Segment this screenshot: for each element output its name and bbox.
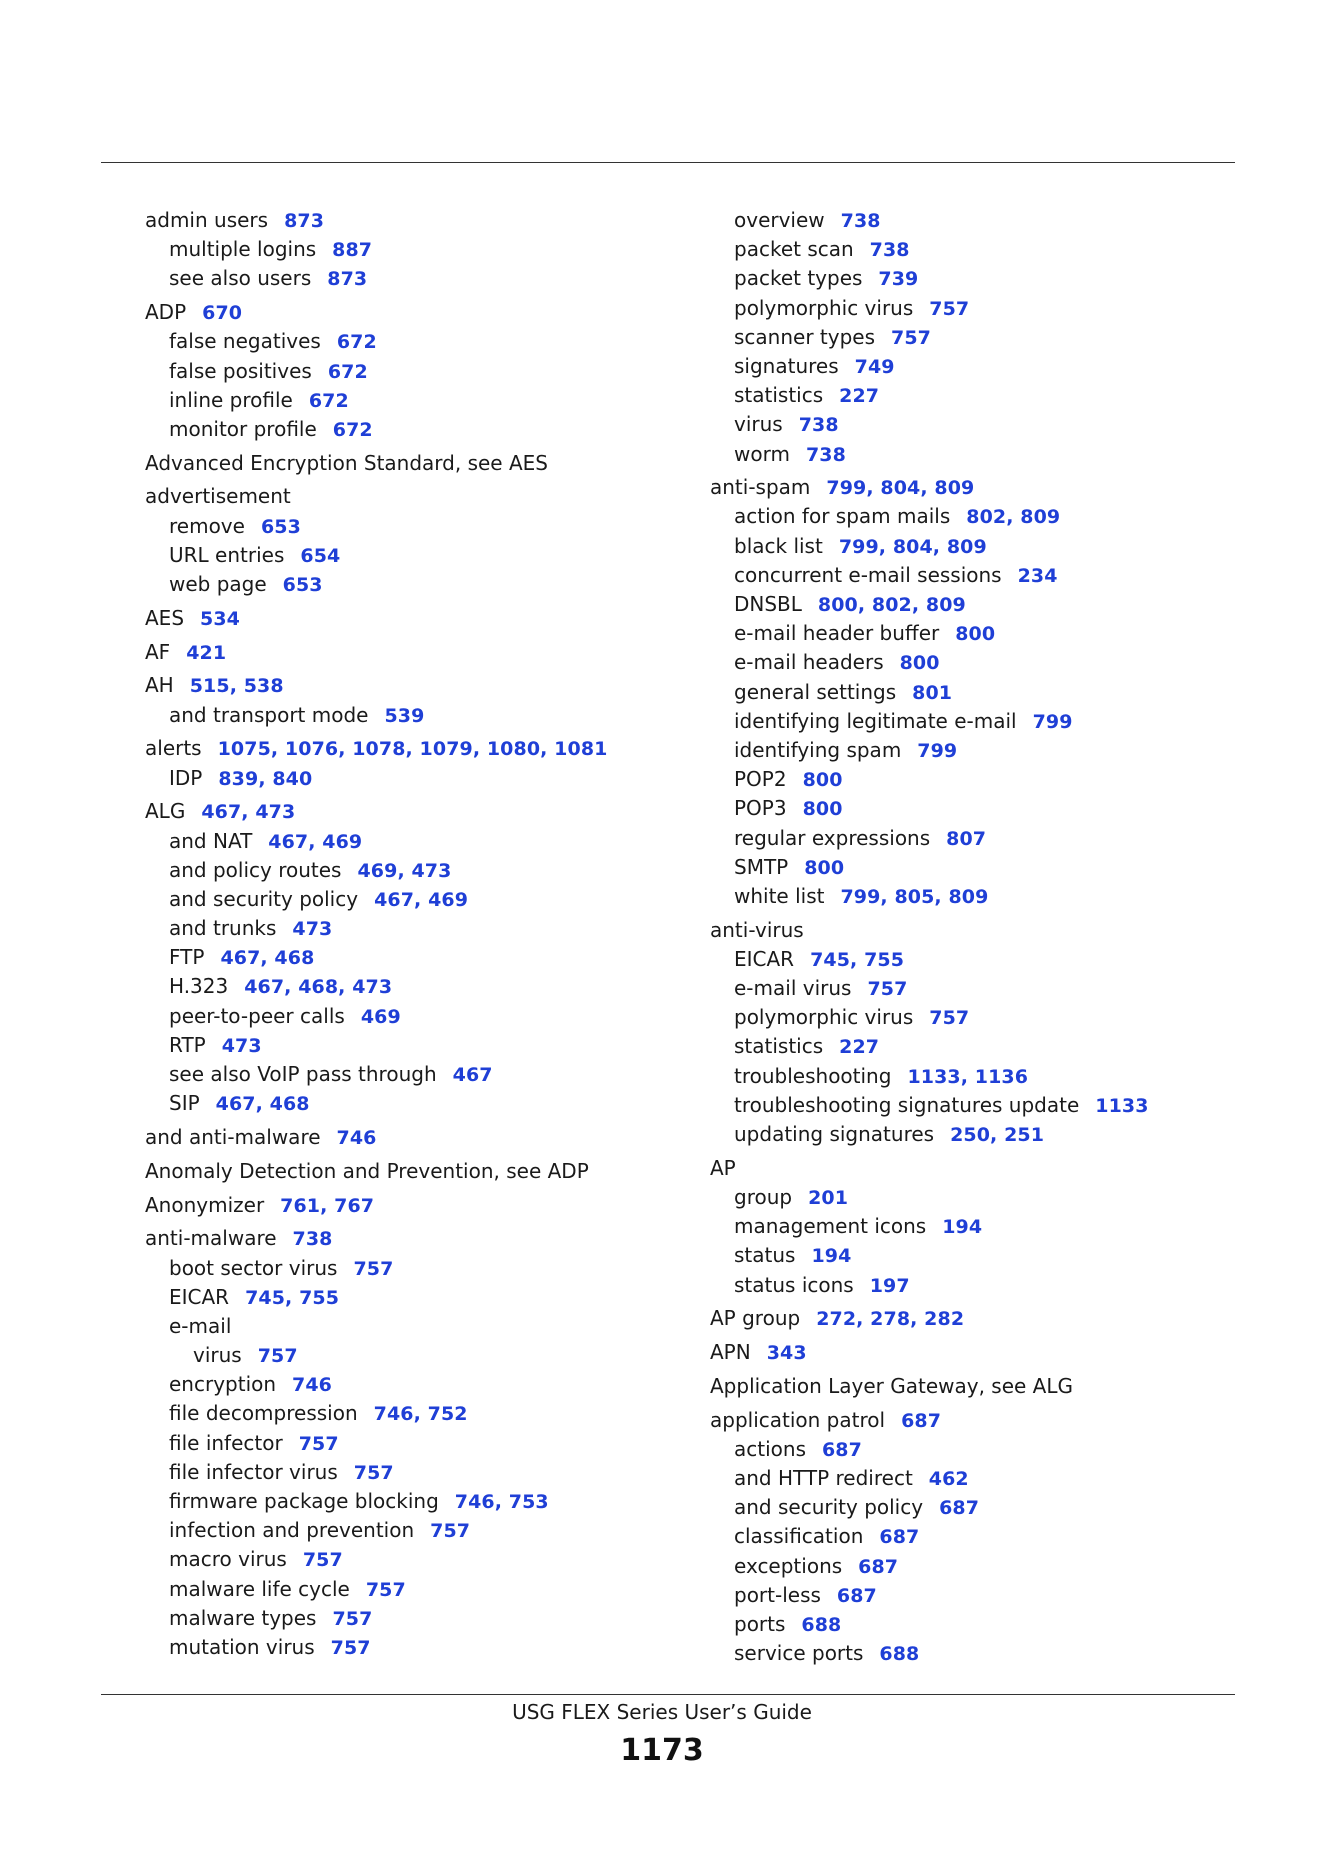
page-reference[interactable]: 738	[869, 239, 910, 262]
index-entry	[710, 1372, 1270, 1401]
page-reference[interactable]: 757	[257, 1345, 298, 1368]
index-term: Anonymizer	[145, 1192, 265, 1217]
index-term: general settings	[734, 679, 897, 704]
index-term: web page	[169, 572, 267, 597]
index-term: group	[734, 1184, 793, 1209]
index-term: advertisement	[145, 484, 291, 509]
index-term: port-less	[734, 1582, 821, 1607]
index-entry	[145, 482, 705, 511]
index-entry	[145, 206, 705, 235]
index-entry	[145, 1604, 705, 1633]
index-entry	[145, 638, 705, 667]
index-entry	[710, 882, 1270, 911]
index-term: EICAR	[169, 1284, 230, 1309]
index-entry	[145, 1123, 705, 1152]
index-term: Application Layer Gateway, see ALG	[710, 1373, 1073, 1398]
index-entry	[145, 1575, 705, 1604]
page-reference[interactable]: 250, 251	[950, 1124, 1045, 1146]
index-entry	[145, 764, 705, 793]
index-term: false positives	[169, 358, 312, 383]
index-term: IDP	[169, 765, 203, 790]
page-reference[interactable]: 757	[867, 978, 908, 1001]
page-reference[interactable]: 227	[839, 1036, 880, 1059]
page-reference[interactable]: 194	[811, 1245, 852, 1268]
index-term: APN	[710, 1340, 751, 1365]
page-reference[interactable]: 757	[365, 1578, 406, 1601]
index-entry	[145, 1002, 705, 1031]
index-entry	[710, 1120, 1270, 1149]
index-entry	[710, 1271, 1270, 1300]
index-entry	[145, 1191, 705, 1220]
index-term: e-mail headers	[734, 650, 884, 675]
index-entry	[145, 264, 705, 293]
page-reference[interactable]: 473	[292, 918, 333, 941]
index-entry	[710, 1464, 1270, 1493]
index-term: monitor profile	[169, 416, 317, 441]
index-entry	[710, 1552, 1270, 1581]
page-reference[interactable]: 749	[854, 355, 895, 378]
page-reference[interactable]: 467, 468	[220, 947, 315, 970]
page-reference[interactable]: 800, 802, 809	[817, 594, 966, 617]
index-entry	[145, 604, 705, 633]
index-entry	[145, 298, 705, 327]
page-reference[interactable]: 515, 538	[189, 675, 284, 698]
index-term: false negatives	[169, 329, 321, 354]
page-reference[interactable]: 746	[336, 1126, 377, 1149]
index-term: anti-spam	[710, 475, 811, 500]
footer-rule	[101, 1694, 1235, 1695]
page-reference[interactable]: 799, 804, 809	[838, 535, 987, 558]
index-entry	[145, 827, 705, 856]
index-entry	[710, 294, 1270, 323]
index-term: actions	[734, 1436, 806, 1461]
page-reference[interactable]: 1075, 1076, 1078, 1079, 1080, 1081	[217, 738, 608, 761]
index-term: status	[734, 1243, 796, 1268]
index-term: and anti-malware	[145, 1124, 321, 1149]
page-reference[interactable]: 799	[917, 739, 958, 762]
index-term: packet scan	[734, 237, 854, 262]
index-term: multiple logins	[169, 237, 317, 262]
index-term: statistics	[734, 1034, 824, 1059]
page-reference[interactable]: 687	[821, 1438, 862, 1461]
index-term: admin users	[145, 208, 269, 232]
index-term: anti-malware	[145, 1226, 277, 1251]
index-term: troubleshooting	[734, 1063, 892, 1088]
index-term: overview	[734, 208, 825, 232]
index-term: firmware package blocking	[169, 1489, 439, 1513]
index-term: e-mail virus	[734, 976, 852, 1001]
page-reference[interactable]: 799	[1032, 710, 1073, 733]
page-reference[interactable]: 757	[302, 1549, 343, 1572]
index-term: signatures	[734, 353, 839, 378]
page-reference[interactable]: 343	[766, 1342, 807, 1365]
page-reference[interactable]: 272, 278, 282	[816, 1308, 965, 1331]
page-reference[interactable]: 887	[332, 239, 373, 262]
page-reference[interactable]: 421	[186, 641, 227, 664]
index-entry	[145, 1633, 705, 1662]
index-term: status icons	[734, 1272, 854, 1297]
page-reference[interactable]: 688	[879, 1643, 920, 1666]
index-term: see also users	[169, 266, 312, 291]
index-term: management icons	[734, 1214, 927, 1239]
index-entry	[710, 381, 1270, 410]
index-entry	[710, 440, 1270, 469]
index-entry	[145, 1370, 705, 1399]
page-reference[interactable]: 687	[939, 1497, 980, 1520]
page-reference[interactable]: 800	[802, 769, 843, 792]
index-term: encryption	[169, 1372, 277, 1397]
index-term: regular expressions	[734, 825, 931, 850]
index-entry	[710, 1062, 1270, 1091]
index-entry	[710, 410, 1270, 439]
index-entry	[710, 1610, 1270, 1639]
page-reference[interactable]: 467, 469	[374, 888, 469, 911]
index-term: polymorphic virus	[734, 1005, 914, 1030]
page-reference[interactable]: 687	[879, 1526, 920, 1549]
index-term: AP	[710, 1155, 736, 1180]
index-entry	[145, 415, 705, 444]
page-reference[interactable]: 746, 753	[454, 1491, 549, 1513]
index-term: AH	[145, 673, 174, 698]
index-term: and NAT	[169, 828, 253, 853]
index-entry	[145, 1283, 705, 1312]
index-column-right	[710, 206, 1270, 1668]
page-reference[interactable]: 687	[901, 1409, 942, 1432]
index-term: virus	[193, 1343, 242, 1368]
index-term: identifying legitimate e-mail	[734, 708, 1017, 733]
index-term: SIP	[169, 1091, 200, 1116]
page-reference[interactable]: 802, 809	[966, 506, 1061, 529]
index-term: EICAR	[734, 946, 795, 971]
index-term: file infector	[169, 1430, 283, 1455]
page-reference[interactable]: 197	[869, 1274, 910, 1297]
index-term: AF	[145, 639, 171, 664]
index-term: malware life cycle	[169, 1576, 350, 1601]
page-reference[interactable]: 654	[300, 544, 341, 567]
index-entry	[710, 1581, 1270, 1610]
index-entry	[710, 1003, 1270, 1032]
index-term: anti-virus	[710, 917, 804, 942]
page-reference[interactable]: 745, 755	[245, 1286, 340, 1309]
index-term: concurrent e-mail sessions	[734, 562, 1002, 587]
page-reference[interactable]: 467, 469	[268, 830, 363, 853]
index-term: FTP	[169, 945, 205, 970]
index-term: e-mail	[169, 1313, 232, 1338]
index-term: ports	[734, 1611, 786, 1636]
page-reference[interactable]: 799, 804, 809	[826, 477, 975, 500]
index-entry	[710, 206, 1270, 235]
index-term: and policy routes	[169, 857, 342, 882]
index-term: worm	[734, 441, 790, 466]
page-reference[interactable]: 1133, 1136	[907, 1065, 1029, 1088]
page-reference[interactable]: 761, 767	[280, 1194, 375, 1217]
index-entry	[145, 1341, 705, 1370]
page-reference[interactable]: 738	[292, 1228, 333, 1251]
page-reference[interactable]: 467, 468, 473	[244, 976, 393, 999]
index-term: classification	[734, 1524, 864, 1549]
index-term: and security policy	[169, 886, 359, 911]
index-term: alerts	[145, 736, 202, 761]
index-entry	[710, 1304, 1270, 1333]
index-term: scanner types	[734, 324, 876, 349]
page-reference[interactable]: 800	[955, 623, 996, 646]
page-reference[interactable]: 757	[929, 1007, 970, 1030]
index-entry	[145, 1089, 705, 1118]
page-reference[interactable]: 757	[330, 1636, 371, 1659]
page-reference[interactable]: 473	[221, 1034, 262, 1057]
index-entry	[145, 541, 705, 570]
index-term: Anomaly Detection and Prevention, see ADP	[145, 1158, 589, 1183]
index-entry	[145, 1399, 705, 1428]
index-term: black list	[734, 533, 823, 558]
page-reference[interactable]: 800	[899, 652, 940, 675]
page-reference[interactable]: 757	[353, 1257, 394, 1280]
index-entry	[145, 1429, 705, 1458]
index-term: statistics	[734, 383, 824, 408]
page-reference[interactable]: 539	[384, 704, 425, 727]
page-reference[interactable]: 738	[840, 210, 881, 232]
page-reference[interactable]: 746, 752	[373, 1403, 468, 1426]
index-entry	[145, 1487, 705, 1516]
footer-title: USG FLEX Series User’s Guide	[512, 1700, 812, 1724]
index-term: POP2	[734, 767, 787, 792]
index-entry	[145, 1224, 705, 1253]
index-term: Advanced Encryption Standard, see AES	[145, 450, 548, 475]
index-entry	[145, 1157, 705, 1186]
page-reference[interactable]: 467	[452, 1064, 493, 1086]
page-reference[interactable]: 738	[805, 443, 846, 466]
index-term: AP group	[710, 1306, 801, 1331]
index-entry	[710, 853, 1270, 882]
index-term: infection and prevention	[169, 1518, 415, 1543]
page-reference[interactable]: 746	[292, 1374, 333, 1397]
index-entry	[145, 856, 705, 885]
index-entry	[145, 1254, 705, 1283]
page-reference[interactable]: 194	[942, 1216, 983, 1239]
index-term: DNSBL	[734, 592, 802, 617]
page-reference[interactable]: 467, 468	[215, 1093, 310, 1116]
page-reference[interactable]: 799, 805, 809	[840, 885, 989, 908]
page-reference[interactable]: 672	[327, 360, 368, 383]
index-entry	[145, 701, 705, 730]
index-entry	[145, 327, 705, 356]
index-entry	[145, 885, 705, 914]
index-entry	[710, 916, 1270, 945]
page-reference[interactable]: 687	[858, 1555, 899, 1578]
index-entry	[710, 945, 1270, 974]
index-term: identifying spam	[734, 737, 902, 762]
page-reference[interactable]: 739	[878, 268, 919, 291]
index-term: updating signatures	[734, 1122, 935, 1146]
index-entry	[145, 512, 705, 541]
page-reference[interactable]: 227	[839, 385, 880, 408]
page-number: 1173	[620, 1733, 704, 1768]
index-entry	[145, 671, 705, 700]
index-entry	[710, 1091, 1270, 1120]
index-term: file decompression	[169, 1401, 358, 1426]
index-term: action for spam mails	[734, 504, 951, 529]
page-reference[interactable]: 757	[430, 1520, 471, 1543]
page-reference[interactable]: 672	[336, 331, 377, 354]
index-entry	[710, 1212, 1270, 1241]
page-reference[interactable]: 757	[353, 1461, 394, 1484]
page-reference[interactable]: 757	[332, 1607, 373, 1630]
index-entry	[710, 1522, 1270, 1551]
index-entry	[710, 1183, 1270, 1212]
index-entry	[145, 235, 705, 264]
page-reference[interactable]: 873	[284, 210, 325, 232]
page-reference[interactable]: 807	[946, 827, 987, 850]
index-entry	[710, 1032, 1270, 1061]
page-reference[interactable]: 467, 473	[201, 801, 296, 824]
index-entry	[710, 974, 1270, 1003]
index-term: remove	[169, 513, 245, 538]
index-entry	[710, 561, 1270, 590]
index-column-left	[145, 206, 705, 1662]
index-entry	[145, 1031, 705, 1060]
page-reference[interactable]: 469, 473	[357, 859, 452, 882]
index-entry	[710, 1154, 1270, 1183]
index-entry	[145, 972, 705, 1001]
index-entry	[145, 1545, 705, 1574]
index-entry	[710, 235, 1270, 264]
index-entry	[710, 1493, 1270, 1522]
page-reference[interactable]: 672	[332, 418, 373, 441]
index-term: peer-to-peer calls	[169, 1003, 345, 1028]
page-reference[interactable]: 801	[912, 681, 953, 704]
index-term: RTP	[169, 1032, 206, 1057]
index-term: and transport mode	[169, 702, 369, 727]
page-reference[interactable]: 462	[928, 1468, 969, 1491]
index-entry	[145, 1516, 705, 1545]
index-term: boot sector virus	[169, 1255, 338, 1280]
index-term: troubleshooting signatures update	[734, 1092, 1080, 1117]
index-entry	[145, 797, 705, 826]
index-term: and HTTP redirect	[734, 1466, 913, 1491]
page-reference[interactable]: 800	[804, 856, 845, 879]
index-entry	[710, 1406, 1270, 1435]
index-term: service ports	[734, 1641, 864, 1666]
index-entry	[145, 449, 705, 478]
index-entry	[145, 1458, 705, 1487]
index-entry	[145, 357, 705, 386]
page-reference[interactable]: 688	[801, 1613, 842, 1636]
index-entry	[145, 386, 705, 415]
index-entry	[710, 794, 1270, 823]
index-term: application patrol	[710, 1407, 886, 1432]
index-entry	[710, 765, 1270, 794]
index-entry	[710, 1435, 1270, 1464]
index-term: H.323	[169, 974, 229, 999]
index-entry	[710, 473, 1270, 502]
index-entry	[710, 1639, 1270, 1668]
index-entry	[710, 736, 1270, 765]
index-term: mutation virus	[169, 1634, 315, 1659]
page-reference[interactable]: 757	[929, 297, 970, 320]
page-reference[interactable]: 873	[327, 268, 368, 291]
page-reference[interactable]: 653	[282, 574, 323, 597]
page-reference[interactable]: 201	[808, 1186, 849, 1209]
page-reference[interactable]: 672	[308, 389, 349, 412]
page-reference[interactable]: 670	[202, 302, 243, 325]
header-rule	[101, 162, 1235, 163]
index-entry	[710, 1241, 1270, 1270]
index-term: see also VoIP pass through	[169, 1062, 437, 1086]
index-term: POP3	[734, 796, 787, 821]
page-reference[interactable]: 839, 840	[218, 767, 313, 790]
index-entry	[145, 914, 705, 943]
page-reference[interactable]: 738	[798, 414, 839, 437]
page-reference[interactable]: 757	[298, 1432, 339, 1455]
index-term: malware types	[169, 1605, 317, 1630]
page-reference[interactable]: 469	[360, 1005, 401, 1028]
index-entry	[145, 734, 705, 763]
index-entry	[145, 570, 705, 599]
index-term: URL entries	[169, 542, 285, 567]
index-term: file infector virus	[169, 1459, 338, 1484]
index-term: inline profile	[169, 387, 293, 412]
index-term: packet types	[734, 266, 863, 291]
index-term: and trunks	[169, 916, 277, 941]
page-reference[interactable]: 745, 755	[810, 948, 905, 971]
index-term: ADP	[145, 300, 187, 325]
page-reference[interactable]: 1133	[1095, 1094, 1149, 1117]
index-entry	[145, 1060, 705, 1089]
page-reference[interactable]: 234	[1017, 564, 1058, 587]
index-term: SMTP	[734, 854, 789, 879]
index-entry	[710, 323, 1270, 352]
index-entry	[710, 824, 1270, 853]
index-term: virus	[734, 412, 783, 437]
index-term: and security policy	[734, 1495, 924, 1520]
page-reference[interactable]: 653	[260, 515, 301, 538]
index-term: ALG	[145, 799, 186, 824]
index-term: macro virus	[169, 1547, 287, 1572]
index-entry	[710, 678, 1270, 707]
index-entry	[710, 502, 1270, 531]
index-term: AES	[145, 605, 185, 630]
index-entry	[710, 707, 1270, 736]
index-term: exceptions	[734, 1553, 843, 1578]
index-term: white list	[734, 883, 825, 908]
index-entry	[710, 590, 1270, 619]
index-entry	[145, 943, 705, 972]
page-reference[interactable]: 534	[200, 607, 240, 630]
page-reference[interactable]: 687	[836, 1584, 877, 1607]
index-entry	[710, 352, 1270, 381]
page-reference[interactable]: 757	[891, 326, 931, 349]
index-term: polymorphic virus	[734, 295, 914, 320]
index-entry	[710, 532, 1270, 561]
page-reference[interactable]: 800	[802, 798, 843, 821]
index-entry	[710, 264, 1270, 293]
index-entry	[145, 1312, 705, 1341]
index-term: e-mail header buffer	[734, 621, 940, 646]
index-entry	[710, 648, 1270, 677]
index-entry	[710, 619, 1270, 648]
index-entry	[710, 1338, 1270, 1367]
